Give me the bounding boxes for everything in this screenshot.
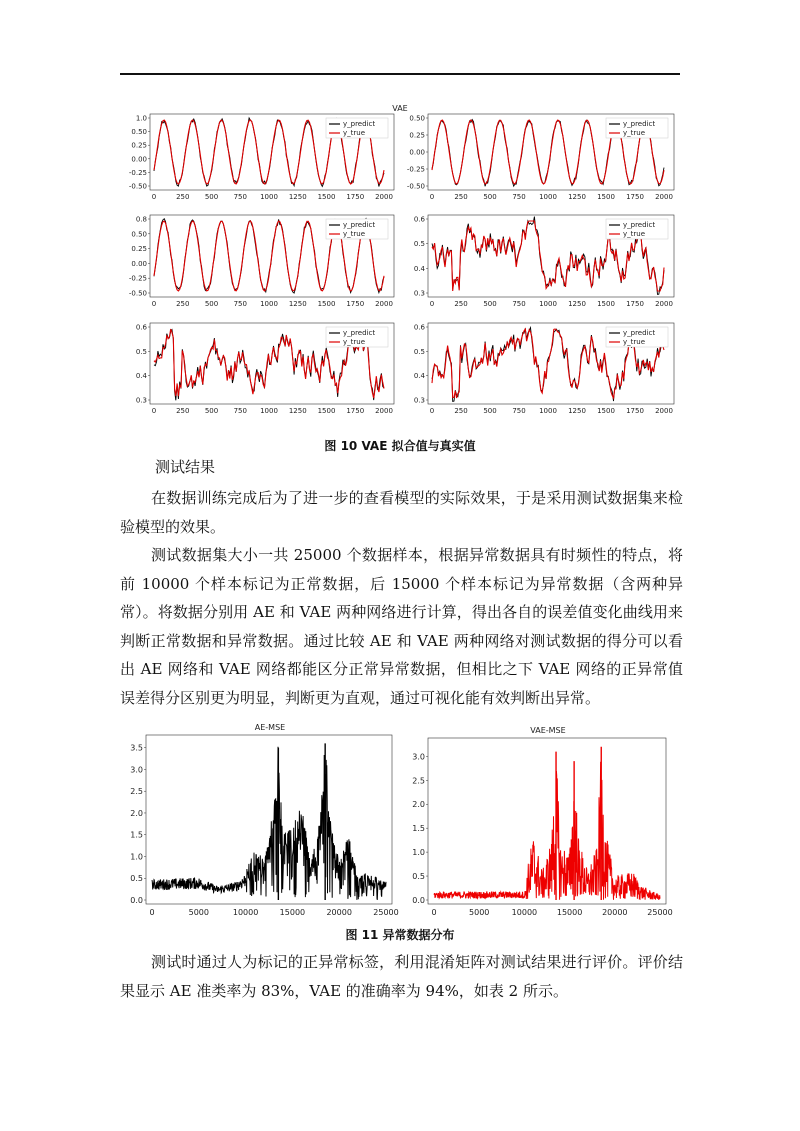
x-tick-label: 2000 bbox=[375, 300, 393, 308]
y-tick-label: -0.25 bbox=[406, 165, 425, 174]
y-tick-label: 3.0 bbox=[130, 765, 143, 775]
x-tick-label: 1750 bbox=[346, 300, 365, 308]
y-tick-label: 0.4 bbox=[135, 372, 147, 381]
y-tick-label: 3.5 bbox=[130, 743, 143, 753]
legend-predict-label: y_predict bbox=[343, 120, 376, 128]
x-tick-label: 1750 bbox=[346, 193, 365, 201]
vae-mse-chart bbox=[402, 721, 674, 923]
legend-true-label: y_true bbox=[623, 129, 646, 137]
y-tick-label: 0.6 bbox=[413, 215, 425, 224]
x-tick-label: 500 bbox=[204, 193, 219, 201]
x-tick-label: 1000 bbox=[539, 300, 557, 308]
y-tick-label: 1.0 bbox=[135, 114, 147, 123]
x-tick-label: 1000 bbox=[539, 407, 557, 415]
y-tick-label: 1.5 bbox=[130, 830, 143, 840]
y-tick-label: 0.3 bbox=[413, 396, 425, 405]
y-tick-label: 0.00 bbox=[131, 259, 147, 268]
x-tick-label: 10000 bbox=[232, 908, 259, 917]
figure10-caption: 图 10 VAE 拟合值与真实值 bbox=[324, 439, 476, 453]
x-tick-label: 250 bbox=[454, 193, 468, 201]
ae-mse-chart-svg bbox=[120, 718, 400, 923]
figure10-suptitle: VAE bbox=[392, 104, 408, 113]
figure10-panel-svg bbox=[120, 321, 400, 416]
x-tick-label: 2000 bbox=[375, 407, 393, 415]
chart-title: AE-MSE bbox=[254, 723, 286, 732]
x-tick-label: 1750 bbox=[626, 407, 644, 415]
section-heading: 测试结果 bbox=[155, 458, 216, 476]
x-tick-label: 500 bbox=[204, 300, 219, 308]
x-tick-label: 1750 bbox=[626, 193, 644, 201]
y-tick-label: 0.50 bbox=[131, 230, 147, 239]
y-tick-label: -0.25 bbox=[128, 274, 147, 283]
figure10-panel-5 bbox=[120, 321, 400, 416]
x-tick-label: 250 bbox=[176, 193, 190, 201]
legend-predict-label: y_predict bbox=[343, 329, 376, 337]
legend-true-label: y_true bbox=[623, 230, 646, 238]
x-tick-label: 750 bbox=[512, 407, 526, 415]
y-tick-label: 0.00 bbox=[131, 155, 147, 164]
x-tick-label: 15000 bbox=[556, 908, 583, 917]
x-tick-label: 1000 bbox=[539, 193, 557, 201]
paragraph-1: 在数据训练完成后为了进一步的查看模型的实际效果，于是采用测试数据集来检验模型的效果。 bbox=[120, 489, 683, 536]
x-tick-label: 250 bbox=[176, 407, 190, 415]
x-tick-label: 1500 bbox=[317, 300, 336, 308]
x-tick-label: 2000 bbox=[655, 300, 673, 308]
y-tick-label: 0.0 bbox=[412, 896, 425, 905]
x-tick-label: 250 bbox=[454, 300, 468, 308]
y-tick-label: -0.50 bbox=[406, 182, 425, 191]
figure10-panel-4 bbox=[398, 213, 680, 309]
x-tick-label: 750 bbox=[512, 300, 526, 308]
x-tick-label: 1750 bbox=[626, 300, 644, 308]
figure10-panel-svg bbox=[398, 213, 680, 309]
x-tick-label: 15000 bbox=[279, 908, 306, 917]
legend-predict-label: y_predict bbox=[343, 221, 376, 229]
y-tick-label: 1.5 bbox=[412, 824, 425, 834]
x-tick-label: 5000 bbox=[469, 908, 490, 917]
x-tick-label: 20000 bbox=[602, 908, 628, 917]
y-tick-label: 0.3 bbox=[413, 289, 425, 298]
y-tick-label: 0.5 bbox=[130, 874, 143, 884]
figure11-caption: 图 11 异常数据分布 bbox=[345, 928, 455, 942]
ae-mse-chart bbox=[120, 718, 400, 923]
x-tick-label: 25000 bbox=[647, 908, 673, 917]
y-tick-label: 0.5 bbox=[413, 240, 425, 249]
x-tick-label: 1500 bbox=[317, 407, 336, 415]
y-tick-label: 0.4 bbox=[413, 264, 425, 273]
y-tick-label: 0.6 bbox=[413, 323, 425, 332]
x-tick-label: 5000 bbox=[188, 908, 209, 917]
x-tick-label: 250 bbox=[176, 300, 190, 308]
y-tick-label: 0.5 bbox=[135, 347, 147, 356]
legend-predict-label: y_predict bbox=[623, 221, 656, 229]
x-tick-label: 0 bbox=[429, 407, 435, 415]
x-tick-label: 10000 bbox=[511, 908, 538, 917]
x-tick-label: 1500 bbox=[317, 193, 336, 201]
x-tick-label: 750 bbox=[233, 193, 247, 201]
x-tick-label: 500 bbox=[483, 300, 497, 308]
x-tick-label: 0 bbox=[151, 407, 157, 415]
figure10-panel-3 bbox=[120, 213, 400, 309]
x-tick-label: 1250 bbox=[568, 300, 586, 308]
paragraph-2: 测试数据集大小一共 25000 个数据样本，根据异常数据具有时频性的特点，将前 10000 个样本标记为正常数据，后 15000 个样本标记为异常数据（含两种异常）。将数据分别用 AE 和 VAE 两种网络进行计算，得出各自的误差值变化曲线用来判断正常数据和异常数据。通过比较 AE 和 VAE 两种网络对测试数据的得分可以看出 AE 网络和 VAE 网络都能区分正常异常数据，但相比之下 VAE 网络的正异常值误差得分区别更为明显，判断更为直观，通过可视化能有效判断出异常。 bbox=[120, 546, 683, 707]
figure10-panel-svg bbox=[120, 112, 400, 202]
y-tick-label: 0.5 bbox=[413, 347, 425, 356]
y-tick-label: 0.00 bbox=[409, 148, 425, 157]
x-tick-label: 1250 bbox=[568, 407, 586, 415]
x-tick-label: 0 bbox=[429, 300, 435, 308]
legend-true-label: y_true bbox=[623, 338, 646, 346]
y-tick-label: 3.0 bbox=[412, 752, 425, 762]
y-tick-label: 0.0 bbox=[130, 896, 143, 905]
legend-true-label: y_true bbox=[343, 129, 366, 137]
x-tick-label: 1250 bbox=[288, 300, 307, 308]
legend-predict-label: y_predict bbox=[623, 329, 656, 337]
y-tick-label: 2.5 bbox=[130, 787, 143, 797]
x-tick-label: 0 bbox=[149, 908, 155, 917]
chart-title: VAE-MSE bbox=[530, 726, 566, 735]
x-tick-label: 1500 bbox=[597, 407, 615, 415]
x-tick-label: 2000 bbox=[655, 193, 673, 201]
x-tick-label: 0 bbox=[429, 193, 435, 201]
y-tick-label: 0.6 bbox=[135, 323, 147, 332]
y-tick-label: 0.25 bbox=[131, 141, 147, 150]
y-tick-label: 0.50 bbox=[131, 128, 147, 137]
x-tick-label: 20000 bbox=[326, 908, 352, 917]
y-tick-label: -0.50 bbox=[128, 182, 147, 191]
x-tick-label: 25000 bbox=[373, 908, 399, 917]
y-tick-label: 2.0 bbox=[412, 800, 425, 810]
x-tick-label: 1250 bbox=[568, 193, 586, 201]
y-tick-label: 0.3 bbox=[135, 396, 147, 405]
x-tick-label: 500 bbox=[204, 407, 219, 415]
header-rule bbox=[120, 73, 680, 75]
y-tick-label: 1.0 bbox=[412, 848, 425, 858]
paragraph-3: 测试时通过人为标记的正异常标签，利用混淆矩阵对测试结果进行评价。评价结果显示 AE 准类率为 83%，VAE 的准确率为 94%，如表 2 所示。 bbox=[120, 953, 683, 1000]
x-tick-label: 500 bbox=[483, 407, 497, 415]
x-tick-label: 2000 bbox=[655, 407, 673, 415]
y-tick-label: 0.50 bbox=[409, 114, 425, 123]
y-tick-label: 1.0 bbox=[130, 852, 143, 862]
figure10-panel-svg bbox=[120, 213, 400, 309]
x-tick-label: 0 bbox=[151, 300, 157, 308]
y-tick-label: -0.25 bbox=[128, 168, 147, 177]
x-tick-label: 0 bbox=[151, 193, 157, 201]
x-tick-label: 1500 bbox=[597, 300, 615, 308]
figure10-panel-svg bbox=[398, 112, 680, 202]
figure10-panel-1 bbox=[120, 112, 400, 202]
y-tick-label: 0.25 bbox=[131, 245, 147, 254]
x-tick-label: 1000 bbox=[260, 193, 278, 201]
y-tick-label: 0.4 bbox=[413, 372, 425, 381]
x-tick-label: 1250 bbox=[288, 407, 307, 415]
legend-true-label: y_true bbox=[343, 338, 366, 346]
y-tick-label: -0.50 bbox=[128, 289, 147, 298]
x-tick-label: 1000 bbox=[260, 407, 278, 415]
figure10-panel-2 bbox=[398, 112, 680, 202]
x-tick-label: 1000 bbox=[260, 300, 278, 308]
x-tick-label: 1250 bbox=[288, 193, 307, 201]
x-tick-label: 0 bbox=[431, 908, 437, 917]
x-tick-label: 750 bbox=[233, 407, 247, 415]
legend-predict-label: y_predict bbox=[623, 120, 656, 128]
y-tick-label: 0.5 bbox=[412, 872, 425, 882]
y-tick-label: 0.25 bbox=[409, 131, 425, 140]
y-tick-label: 2.0 bbox=[130, 808, 143, 818]
x-tick-label: 500 bbox=[483, 193, 497, 201]
vae-mse-chart-svg bbox=[402, 721, 674, 923]
figure10-panel-svg bbox=[398, 321, 680, 416]
x-tick-label: 750 bbox=[512, 193, 526, 201]
legend-true-label: y_true bbox=[343, 230, 366, 238]
x-tick-label: 1500 bbox=[597, 193, 615, 201]
x-tick-label: 250 bbox=[454, 407, 468, 415]
x-tick-label: 2000 bbox=[375, 193, 393, 201]
y-tick-label: 0.8 bbox=[135, 215, 147, 224]
y-tick-label: 2.5 bbox=[412, 776, 425, 786]
x-tick-label: 750 bbox=[233, 300, 247, 308]
figure10-panel-6 bbox=[398, 321, 680, 416]
x-tick-label: 1750 bbox=[346, 407, 365, 415]
